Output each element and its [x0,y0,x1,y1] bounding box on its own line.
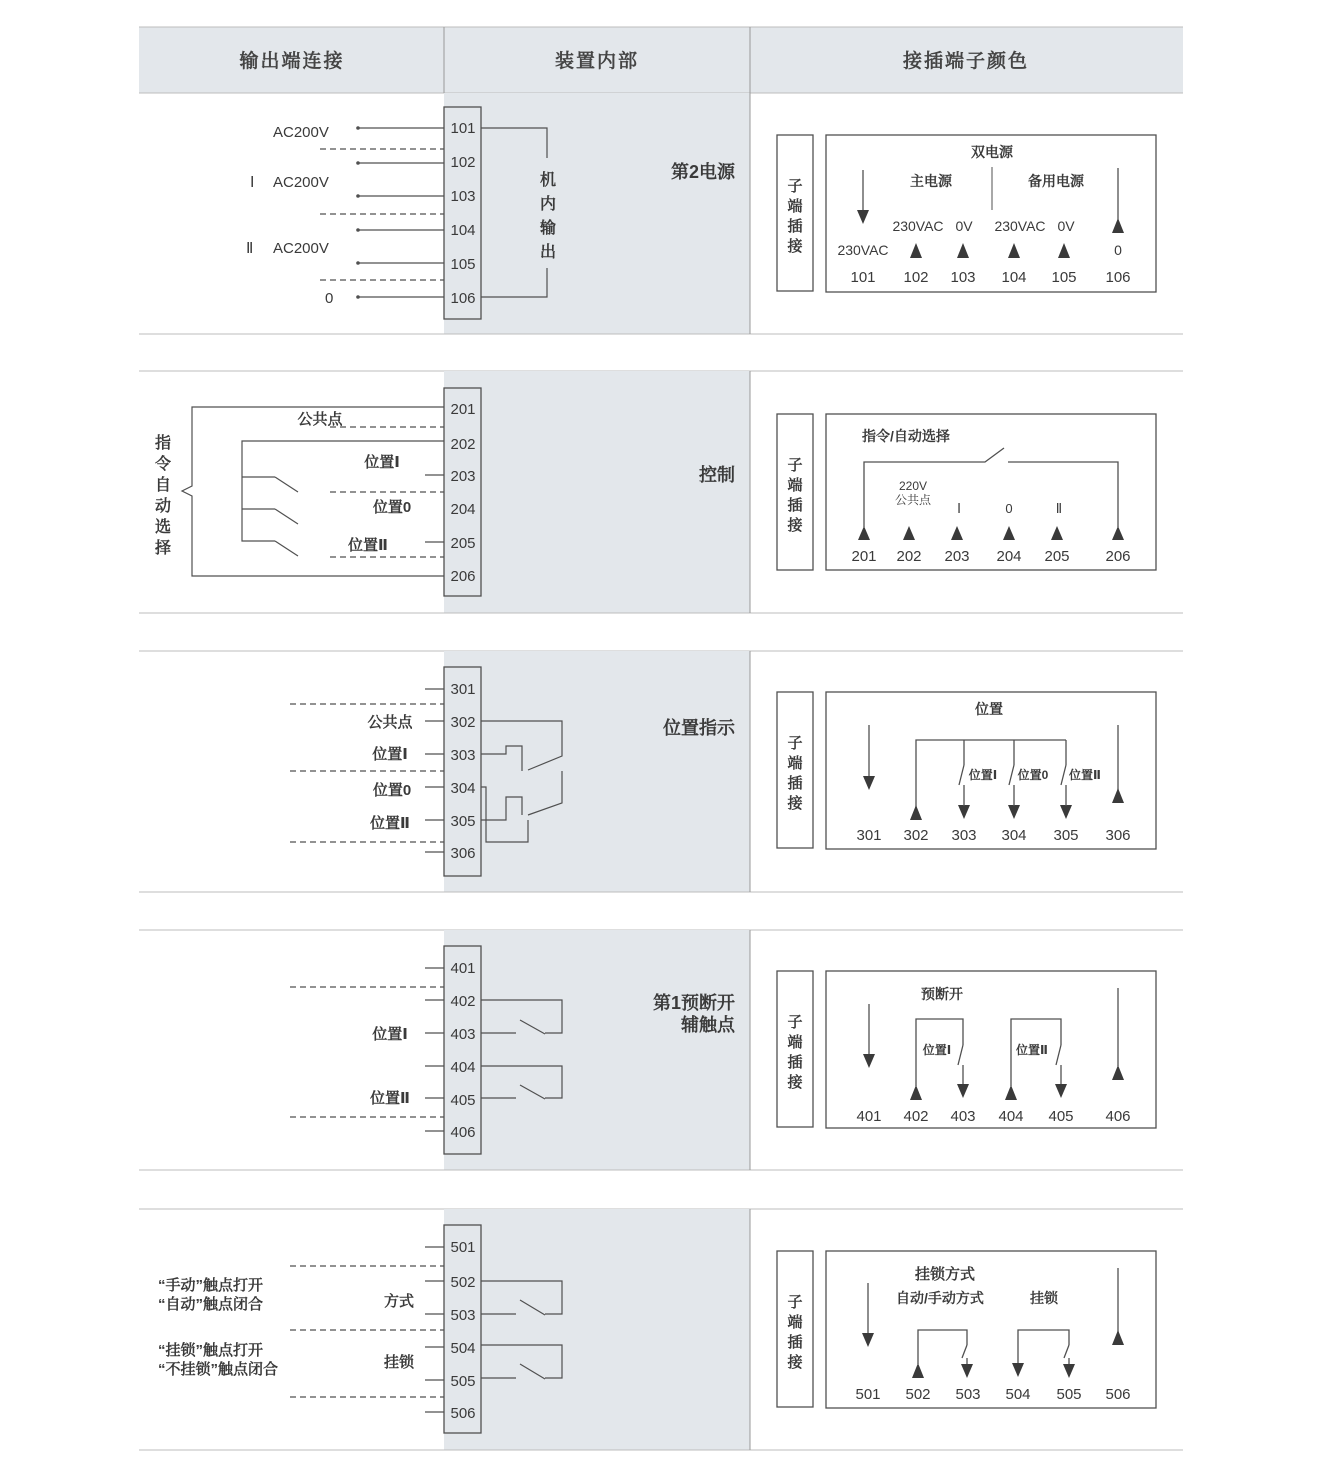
section-title-aux-2: 辅触点 [681,1015,735,1035]
plug-label-char-3: 端 [787,198,803,215]
inner-output-char-2: 内 [539,196,557,213]
box4-t406: 406 [1105,1108,1131,1125]
box1-v103: 0V [955,218,973,234]
plug-label-char-3: 端 [787,1034,803,1051]
terminal-302: 302 [450,714,476,731]
terminal-303: 303 [450,747,476,764]
terminal-104: 104 [450,222,476,239]
box5-t505: 505 [1056,1386,1082,1403]
box5-t506: 506 [1105,1386,1131,1403]
terminal-304: 304 [450,780,476,797]
terminal-206: 206 [450,568,476,585]
plug-color-box-5 [826,1251,1156,1408]
plug-label-char-4: 子 [787,1014,803,1031]
terminal-404: 404 [450,1059,476,1076]
plug-label-char-2: 插 [787,1334,803,1351]
terminal-503: 503 [450,1307,476,1324]
s5-mode: 方式 [383,1293,415,1310]
section-4 [139,930,1183,1170]
terminal-403: 403 [450,1026,476,1043]
terminal-103: 103 [450,188,476,205]
section-3 [139,651,1183,892]
box3-p0: 位置0 [1017,768,1049,782]
box1-t102: 102 [903,269,929,286]
s3-common: 公共点 [367,714,413,731]
terminal-102: 102 [450,154,476,171]
box3-t304: 304 [1001,827,1027,844]
s2-side-5: 选 [154,519,172,536]
terminal-strip-5 [444,1225,481,1433]
box1-backup: 备用电源 [1028,173,1084,189]
label-roman-1: Ⅰ [250,174,255,191]
terminal-204: 204 [450,501,476,518]
label-roman-2: Ⅱ [246,240,254,257]
terminal-strip-1 [444,107,481,319]
box3-title: 位置 [975,701,1003,717]
s5-manual-open: “手动”触点打开 [158,1277,264,1294]
box2-t202: 202 [896,548,922,565]
section-5 [139,1209,1183,1450]
terminal-201: 201 [450,401,476,418]
box1-v102: 230VAC [892,218,944,234]
plug-label-char-3: 端 [787,477,803,494]
s5-nolock-close: “不挂锁”触点闭合 [158,1361,279,1378]
box2-v205: Ⅱ [1055,501,1063,516]
terminal-strip-4 [444,946,481,1154]
s2-pos1: 位置Ⅰ [364,454,400,471]
box1-v101: 230VAC [837,242,889,258]
terminal-305: 305 [450,813,476,830]
plug-label-char-2: 插 [787,775,803,792]
section-1 [139,93,1183,334]
box4-t403: 403 [950,1108,976,1125]
s5-lock-open: “挂锁”触点打开 [158,1342,264,1359]
box5-t501: 501 [855,1386,881,1403]
box3-p1: 位置Ⅰ [968,768,998,782]
plug-label-char-3: 端 [787,755,803,772]
section-title-control: 控制 [699,465,735,485]
s2-common: 公共点 [297,411,343,428]
terminal-401: 401 [450,960,476,977]
s5-lock: 挂锁 [383,1354,415,1371]
box2-title: 指令/自动选择 [862,428,950,444]
terminal-205: 205 [450,535,476,552]
terminal-506: 506 [450,1405,476,1422]
plug-label-char-1: 接 [787,1074,803,1091]
s2-side-1: 指 [154,435,172,452]
s2-side-6: 择 [154,540,172,557]
box4-title: 预断开 [921,986,963,1002]
box1-title: 双电源 [971,144,1013,160]
label-ac200v-1: AC200V [273,124,329,141]
box4-p1: 位置Ⅰ [922,1043,952,1057]
box2-v202b: 公共点 [894,493,932,507]
plug-label-char-1: 接 [787,795,803,812]
s4-pos2: 位置Ⅱ [370,1090,410,1107]
plug-label-char-4: 子 [787,1294,803,1311]
terminal-203: 203 [450,468,476,485]
terminal-504: 504 [450,1340,476,1357]
box3-p2: 位置Ⅱ [1069,768,1101,782]
inner-output-char-4: 出 [539,244,557,261]
terminal-strip-2 [444,388,481,596]
terminal-406: 406 [450,1124,476,1141]
box5-a: 自动/手动方式 [896,1290,984,1306]
terminal-106: 106 [450,290,476,307]
box1-t105: 105 [1051,269,1077,286]
box1-main: 主电源 [910,173,952,189]
section-title-aux-1: 第1预断开 [652,993,735,1013]
box4-t401: 401 [856,1108,882,1125]
box2-t203: 203 [944,548,970,565]
box1-t104: 104 [1001,269,1027,286]
terminal-405: 405 [450,1092,476,1109]
s2-side-3: 自 [154,477,172,494]
box4-p2: 位置Ⅱ [1016,1043,1048,1057]
inner-output-char-3: 输 [539,220,557,237]
section-title-position: 位置指示 [663,718,735,738]
terminal-105: 105 [450,256,476,273]
box2-v203: Ⅰ [957,501,961,516]
plug-label-char-2: 插 [787,1054,803,1071]
s2-side-4: 动 [154,498,172,515]
box4-t405: 405 [1048,1108,1074,1125]
header-output-connection: 输出端连接 [239,51,345,72]
box2-v202a: 220V [898,479,928,493]
box1-t106: 106 [1105,269,1131,286]
box1-t101: 101 [850,269,876,286]
header-plug-color: 接插端子颜色 [902,51,1030,72]
section-2 [139,371,1183,613]
box2-t201: 201 [851,548,877,565]
box5-title: 挂锁方式 [914,1266,976,1283]
box3-t301: 301 [856,827,882,844]
s3-pos2: 位置Ⅱ [370,815,410,832]
terminal-306: 306 [450,845,476,862]
box1-v106: 0 [1114,242,1122,258]
box4-t402: 402 [903,1108,929,1125]
label-zero: 0 [325,290,334,307]
section-title-2nd-power: 第2电源 [670,162,735,182]
terminal-101: 101 [450,120,476,137]
plug-label-char-3: 端 [787,1314,803,1331]
box3-t302: 302 [903,827,929,844]
s2-side-2: 令 [154,456,172,473]
plug-label-char-4: 子 [787,735,803,752]
s5-auto-close: “自动”触点闭合 [158,1296,264,1313]
box3-t303: 303 [951,827,977,844]
box1-v105: 0V [1057,218,1075,234]
terminal-202: 202 [450,436,476,453]
box1-t103: 103 [950,269,976,286]
s3-pos0: 位置0 [372,782,412,799]
box2-v204: 0 [1005,501,1013,516]
box5-t503: 503 [955,1386,981,1403]
plug-color-box-4 [826,971,1156,1128]
box3-t306: 306 [1105,827,1131,844]
plug-label-char-1: 接 [787,238,803,255]
box5-t502: 502 [905,1386,931,1403]
box5-b: 挂锁 [1030,1290,1058,1306]
label-ac200v-3: AC200V [273,240,329,257]
box1-v104: 230VAC [994,218,1046,234]
terminal-505: 505 [450,1373,476,1390]
box5-t504: 504 [1005,1386,1031,1403]
plug-label-char-1: 接 [787,1354,803,1371]
terminal-501: 501 [450,1239,476,1256]
plug-label-char-4: 子 [787,178,803,195]
s3-pos1: 位置Ⅰ [372,746,408,763]
box2-t206: 206 [1105,548,1131,565]
plug-label-char-4: 子 [787,457,803,474]
box3-t305: 305 [1053,827,1079,844]
box2-t205: 205 [1044,548,1070,565]
box2-t204: 204 [996,548,1022,565]
box4-t404: 404 [998,1108,1024,1125]
s4-pos1: 位置Ⅰ [372,1026,408,1043]
plug-label-char-2: 插 [787,497,803,514]
terminal-402: 402 [450,993,476,1010]
plug-label-char-1: 接 [787,517,803,534]
header-device-internal: 装置内部 [554,51,640,72]
s2-pos0: 位置0 [372,499,412,516]
label-ac200v-2: AC200V [273,174,329,191]
s2-pos2: 位置Ⅱ [348,537,388,554]
terminal-301: 301 [450,681,476,698]
terminal-502: 502 [450,1274,476,1291]
inner-output-char-1: 机 [539,172,557,189]
plug-label-char-2: 插 [787,218,803,235]
